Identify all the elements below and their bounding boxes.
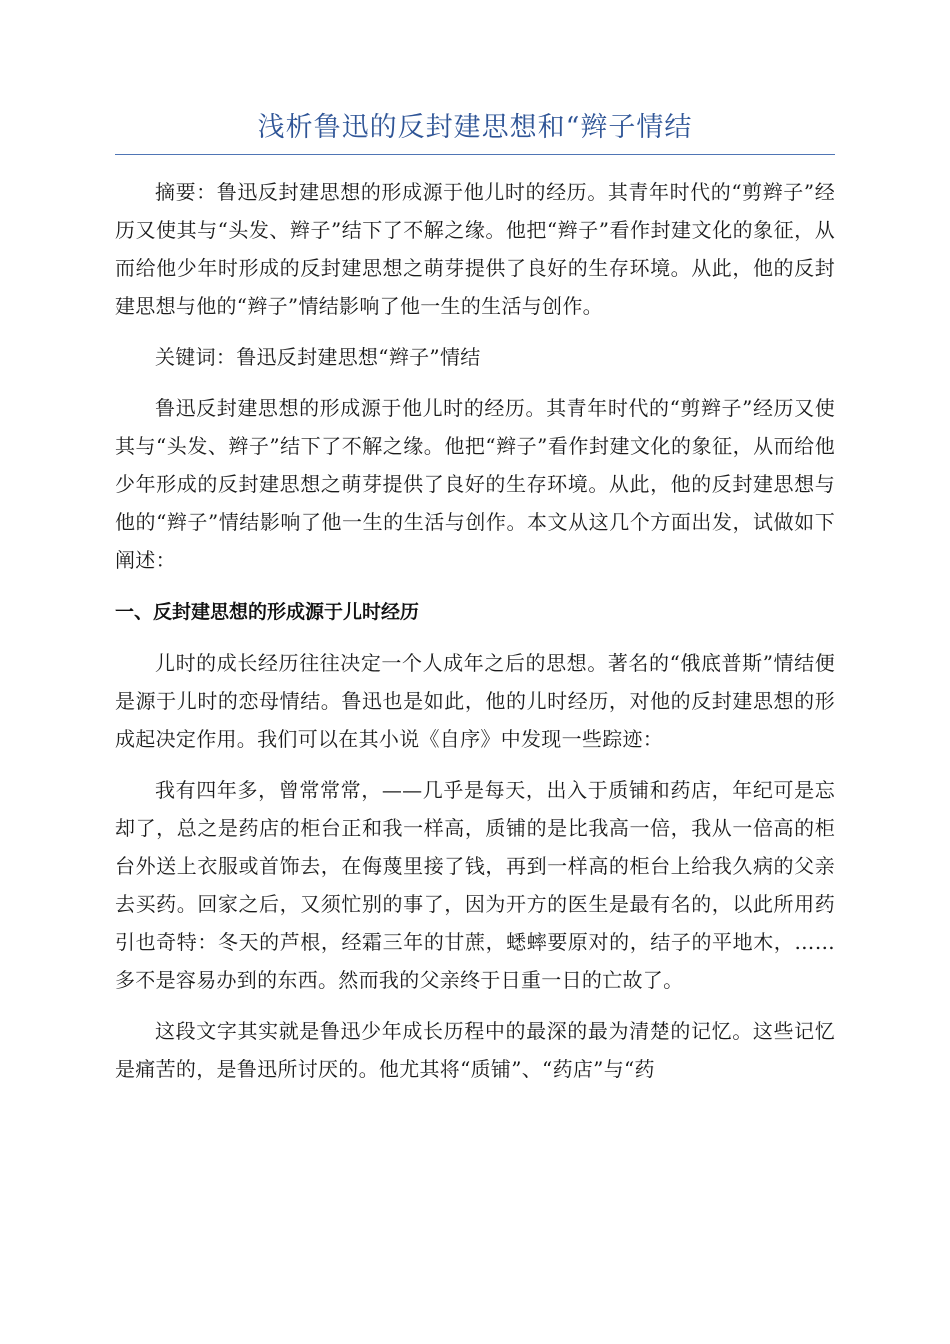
abstract-paragraph: 摘要：鲁迅反封建思想的形成源于他儿时的经历。其青年时代的“剪辫子”经历又使其与“头发、辫子”结下了不解之缘。他把“辫子”看作封建文化的象征，从而给他少年时形成的反封建思想之萌芽提供了良好的生存环境。从此，他的反封建思想与他的“辫子”情结影响了他一生的生活与创作。 bbox=[115, 180, 835, 318]
intro-paragraph: 鲁迅反封建思想的形成源于他儿时的经历。其青年时代的“剪辫子”经历又使其与“头发、辫子”结下了不解之缘。他把“辫子”看作封建文化的象征，从而给他少年形成的反封建思想之萌芽提供了良好的生存环境。从此，他的反封建思想与他的“辫子”情结影响了他一生的生活与创作。本文从这几个方面出发，试做如下阐述： bbox=[115, 396, 835, 572]
document-title: 浅析鲁迅的反封建思想和“辫子情结 bbox=[257, 112, 693, 143]
title-underline bbox=[115, 154, 835, 155]
analysis-paragraph: 这段文字其实就是鲁迅少年成长历程中的最深的最为清楚的记忆。这些记忆是痛苦的，是鲁迅所讨厌的。他尤其将“质铺”、“药店”与“药 bbox=[115, 1019, 835, 1081]
quote-paragraph: 我有四年多，曾常常常，——几乎是每天，出入于质铺和药店，年纪可是忘却了，总之是药店的柜台正和我一样高，质铺的是比我高一倍，我从一倍高的柜台外送上衣服或首饰去，在侮蔑里接了钱，再到一样高的柜台上给我久病的父亲去买药。回家之后，又须忙别的事了，因为开方的医生是最有名的，以此所用药引也奇特：冬天的芦根，经霜三年的甘蔗，蟋蟀要原对的，结子的平地木，……多不是容易办到的东西。然而我的父亲终于日重一日的亡故了。 bbox=[115, 778, 835, 992]
section-paragraph: 儿时的成长经历往往决定一个人成年之后的思想。著名的“俄底普斯”情结便是源于儿时的恋母情结。鲁迅也是如此，他的儿时经历，对他的反封建思想的形成起决定作用。我们可以在其小说《自序》中发现一些踪迹： bbox=[115, 651, 835, 751]
document-page bbox=[115, 108, 835, 1088]
section-heading: 一、反封建思想的形成源于儿时经历 bbox=[115, 601, 420, 623]
keywords-paragraph: 关键词：鲁迅反封建思想“辫子”情结 bbox=[155, 345, 481, 369]
